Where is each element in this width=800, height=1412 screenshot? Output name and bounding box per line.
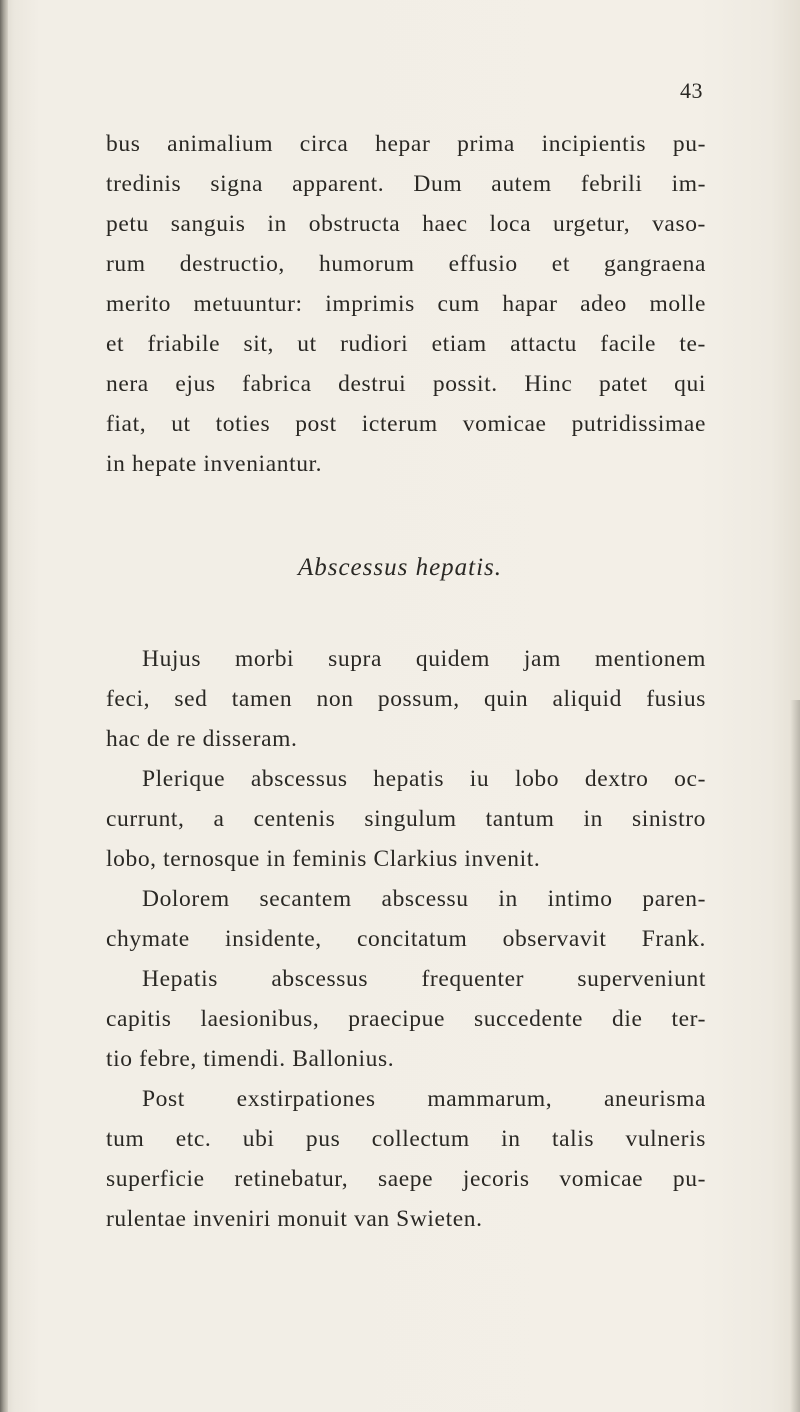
page-right-edge — [790, 700, 800, 1412]
text-line: Plerique abscessus hepatis iu lobo dextro oc- — [142, 766, 706, 792]
text-line: fiat, ut toties post icterum vomicae putridissimae — [106, 411, 706, 437]
text-line: hac de re disseram. — [106, 726, 298, 752]
text-line: Hujus morbi supra quidem jam mentionem — [142, 646, 706, 672]
text-line: currunt, a centenis singulum tantum in sinistro — [106, 806, 706, 832]
text-line: in hepate inveniantur. — [106, 451, 323, 477]
section-heading: Abscessus hepatis. — [297, 554, 503, 581]
text-line: et friabile sit, ut rudiori etiam attactu facile te- — [106, 331, 706, 357]
paragraph-continued — [106, 124, 706, 484]
text-line: capitis laesionibus, praecipue succedente die ter- — [106, 1006, 706, 1032]
text-line: tio febre, timendi. Ballonius. — [106, 1046, 395, 1072]
text-line: chymate insidente, concitatum observavit Frank. — [106, 926, 706, 952]
text-line: tum etc. ubi pus collectum in talis vulneris — [106, 1126, 706, 1152]
text-line: Dolorem secantem abscessu in intimo paren- — [142, 886, 706, 912]
text-line: Post exstirpationes mammarum, aneurisma — [142, 1086, 706, 1112]
text-line: bus animalium circa hepar prima incipientis pu- — [106, 131, 706, 157]
text-line: nera ejus fabrica destrui possit. Hinc patet qui — [106, 371, 706, 397]
text-line: superficie retinebatur, saepe jecoris vomicae pu- — [106, 1166, 706, 1192]
text-line: merito metuuntur: imprimis cum hapar adeo molle — [106, 291, 706, 317]
text-line: rum destructio, humorum effusio et gangraena — [106, 251, 706, 277]
text-line: feci, sed tamen non possum, quin aliquid fusius — [106, 686, 706, 712]
text-line: Hepatis abscessus frequenter superveniunt — [142, 966, 706, 992]
text-line: petu sanguis in obstructa haec loca urgetur, vaso- — [106, 211, 706, 237]
page-number: 43 — [680, 78, 703, 103]
text-line: lobo, ternosque in feminis Clarkius invenit. — [106, 846, 541, 872]
text-line: rulentae inveniri monuit van Swieten. — [106, 1206, 483, 1232]
section-body — [106, 639, 706, 1239]
page-binding-edge — [0, 0, 8, 1412]
text-line: tredinis signa apparent. Dum autem febrili im- — [106, 171, 706, 197]
